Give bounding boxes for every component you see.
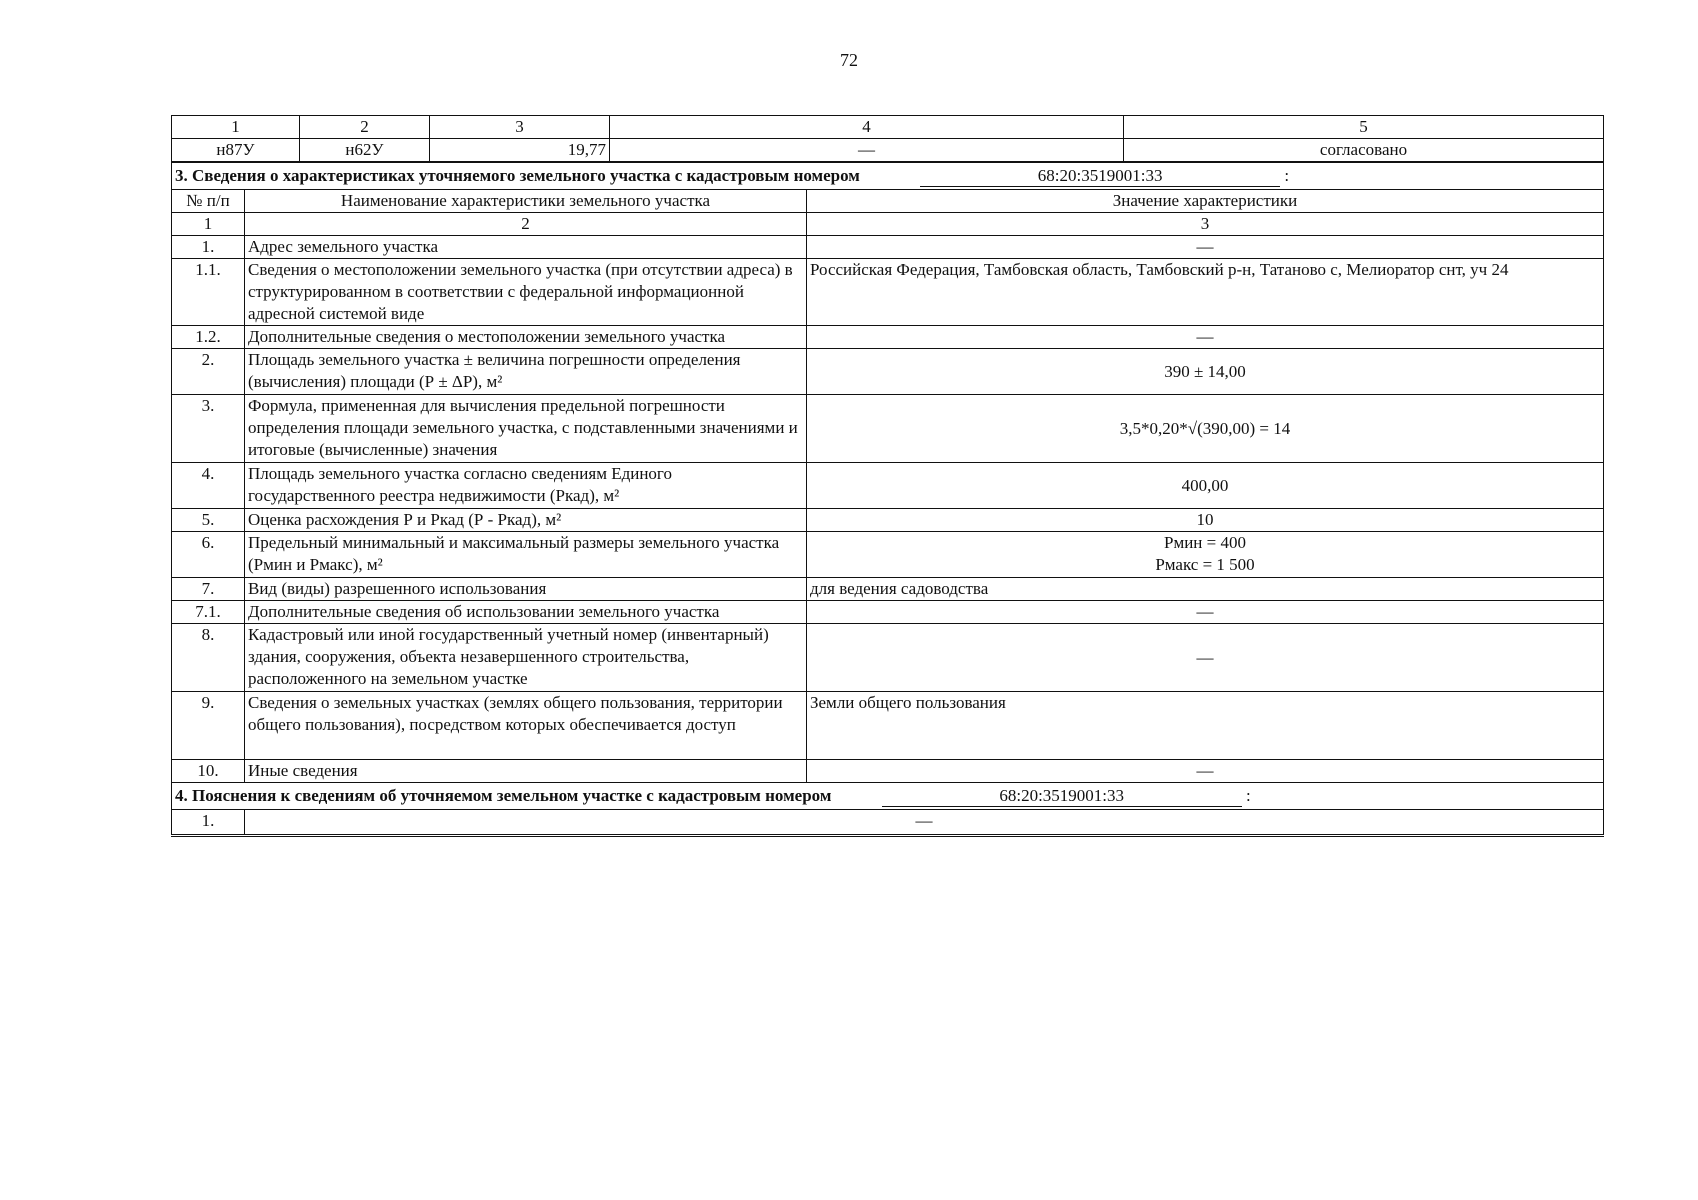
row-number: 3.	[172, 395, 245, 463]
col-number-3: 3	[807, 213, 1604, 236]
area-max-value: Рмакс = 1 500	[1155, 555, 1255, 574]
characteristics-table	[171, 162, 1604, 837]
col-number-2: 2	[245, 213, 807, 236]
row-number: 4.	[172, 463, 245, 509]
characteristic-value: 400,00	[807, 463, 1604, 509]
col-number-1: 1	[172, 116, 300, 139]
row-number: 7.1.	[172, 601, 245, 624]
point-to: н62У	[300, 139, 430, 162]
distance-value: 19,77	[430, 139, 610, 162]
table-row	[172, 578, 1604, 601]
characteristic-value: 390 ± 14,00	[807, 349, 1604, 395]
table-row	[172, 532, 1604, 578]
characteristic-value: —	[807, 601, 1604, 624]
table-header-row	[172, 116, 1604, 139]
header-characteristic-name: Наименование характеристики земельного участка	[245, 190, 807, 213]
characteristic-name: Вид (виды) разрешенного использования	[245, 578, 807, 601]
column-numbers-row	[172, 213, 1604, 236]
section3-colon: :	[1284, 166, 1290, 185]
table-row	[172, 509, 1604, 532]
characteristic-value	[807, 532, 1604, 578]
row-number: 1.2.	[172, 326, 245, 349]
table-row	[172, 349, 1604, 395]
row-number: 1.1.	[172, 259, 245, 326]
page-number: 72	[840, 50, 858, 70]
col-number-1: 1	[172, 213, 245, 236]
row-number: 10.	[172, 760, 245, 783]
characteristic-value: для ведения садоводства	[807, 578, 1604, 601]
characteristic-name: Формула, примененная для вычисления предельной погрешности определения площади земельного участка, с подставленными значениями и итоговые (вычисленные) значения	[245, 395, 807, 463]
characteristic-value: Земли общего пользования	[807, 692, 1604, 760]
section3-title: 3. Сведения о характеристиках уточняемого земельного участка с кадастровым номером	[175, 166, 860, 185]
col-number-3: 3	[430, 116, 610, 139]
table-header-row	[172, 190, 1604, 213]
table-row	[172, 395, 1604, 463]
characteristic-name: Кадастровый или иной государственный учетный номер (инвентарный) здания, сооружения, объекта незавершенного строительства, расположенного на земельном участке	[245, 624, 807, 692]
area-min-value: Рмин = 400	[1164, 533, 1246, 552]
characteristic-name: Площадь земельного участка согласно сведениям Единого государственного реестра недвижимости (Ркад), м²	[245, 463, 807, 509]
table-row	[172, 259, 1604, 326]
table-row	[172, 601, 1604, 624]
col-number-4: 4	[610, 116, 1124, 139]
description-value: —	[610, 139, 1124, 162]
explanation-value: —	[245, 810, 1604, 836]
characteristic-name: Дополнительные сведения об использовании земельного участка	[245, 601, 807, 624]
table-row	[172, 760, 1604, 783]
status-value: согласовано	[1124, 139, 1604, 162]
row-number: 5.	[172, 509, 245, 532]
boundary-points-table	[171, 115, 1604, 162]
row-number: 8.	[172, 624, 245, 692]
section4-title: 4. Пояснения к сведениям об уточняемом земельном участке с кадастровым номером	[175, 786, 832, 805]
table-row	[172, 624, 1604, 692]
characteristic-value: 10	[807, 509, 1604, 532]
row-number: 1.	[172, 810, 245, 836]
characteristic-name: Предельный минимальный и максимальный размеры земельного участка (Рмин и Рмакс), м²	[245, 532, 807, 578]
col-number-2: 2	[300, 116, 430, 139]
section3-cadastral-number: 68:20:3519001:33	[920, 165, 1280, 187]
characteristic-name: Сведения о местоположении земельного участка (при отсутствии адреса) в структурированном в соответствии с федеральной информационной адресной системой виде	[245, 259, 807, 326]
table-row	[172, 236, 1604, 259]
row-number: 2.	[172, 349, 245, 395]
col-number-5: 5	[1124, 116, 1604, 139]
row-number: 9.	[172, 692, 245, 760]
characteristic-value: —	[807, 624, 1604, 692]
table-row	[172, 326, 1604, 349]
characteristic-value: —	[807, 236, 1604, 259]
table-row	[172, 810, 1604, 836]
characteristic-value: —	[807, 760, 1604, 783]
table-row	[172, 692, 1604, 760]
characteristic-name: Иные сведения	[245, 760, 807, 783]
characteristic-value: —	[807, 326, 1604, 349]
section4-cadastral-number: 68:20:3519001:33	[882, 785, 1242, 807]
characteristic-value: Российская Федерация, Тамбовская область, Тамбовский р-н, Татаново с, Мелиоратор снт, уч 24	[807, 259, 1604, 326]
header-characteristic-value: Значение характеристики	[807, 190, 1604, 213]
section4-colon: :	[1245, 786, 1251, 805]
table-row	[172, 463, 1604, 509]
characteristic-name: Дополнительные сведения о местоположении земельного участка	[245, 326, 807, 349]
row-number: 1.	[172, 236, 245, 259]
header-number: № п/п	[172, 190, 245, 213]
row-number: 7.	[172, 578, 245, 601]
characteristic-name: Оценка расхождения Р и Ркад (Р - Ркад), м²	[245, 509, 807, 532]
characteristic-name: Сведения о земельных участках (землях общего пользования, территории общего пользования), посредством которых обеспечивается доступ	[245, 692, 807, 760]
row-number: 6.	[172, 532, 245, 578]
characteristic-name: Площадь земельного участка ± величина погрешности определения (вычисления) площади (Р ± ΔР), м²	[245, 349, 807, 395]
section3-title-row	[172, 163, 1604, 190]
section4-title-row	[172, 783, 1604, 810]
characteristic-name: Адрес земельного участка	[245, 236, 807, 259]
table-row	[172, 139, 1604, 162]
characteristic-value: 3,5*0,20*√(390,00) = 14	[807, 395, 1604, 463]
point-from: н87У	[172, 139, 300, 162]
